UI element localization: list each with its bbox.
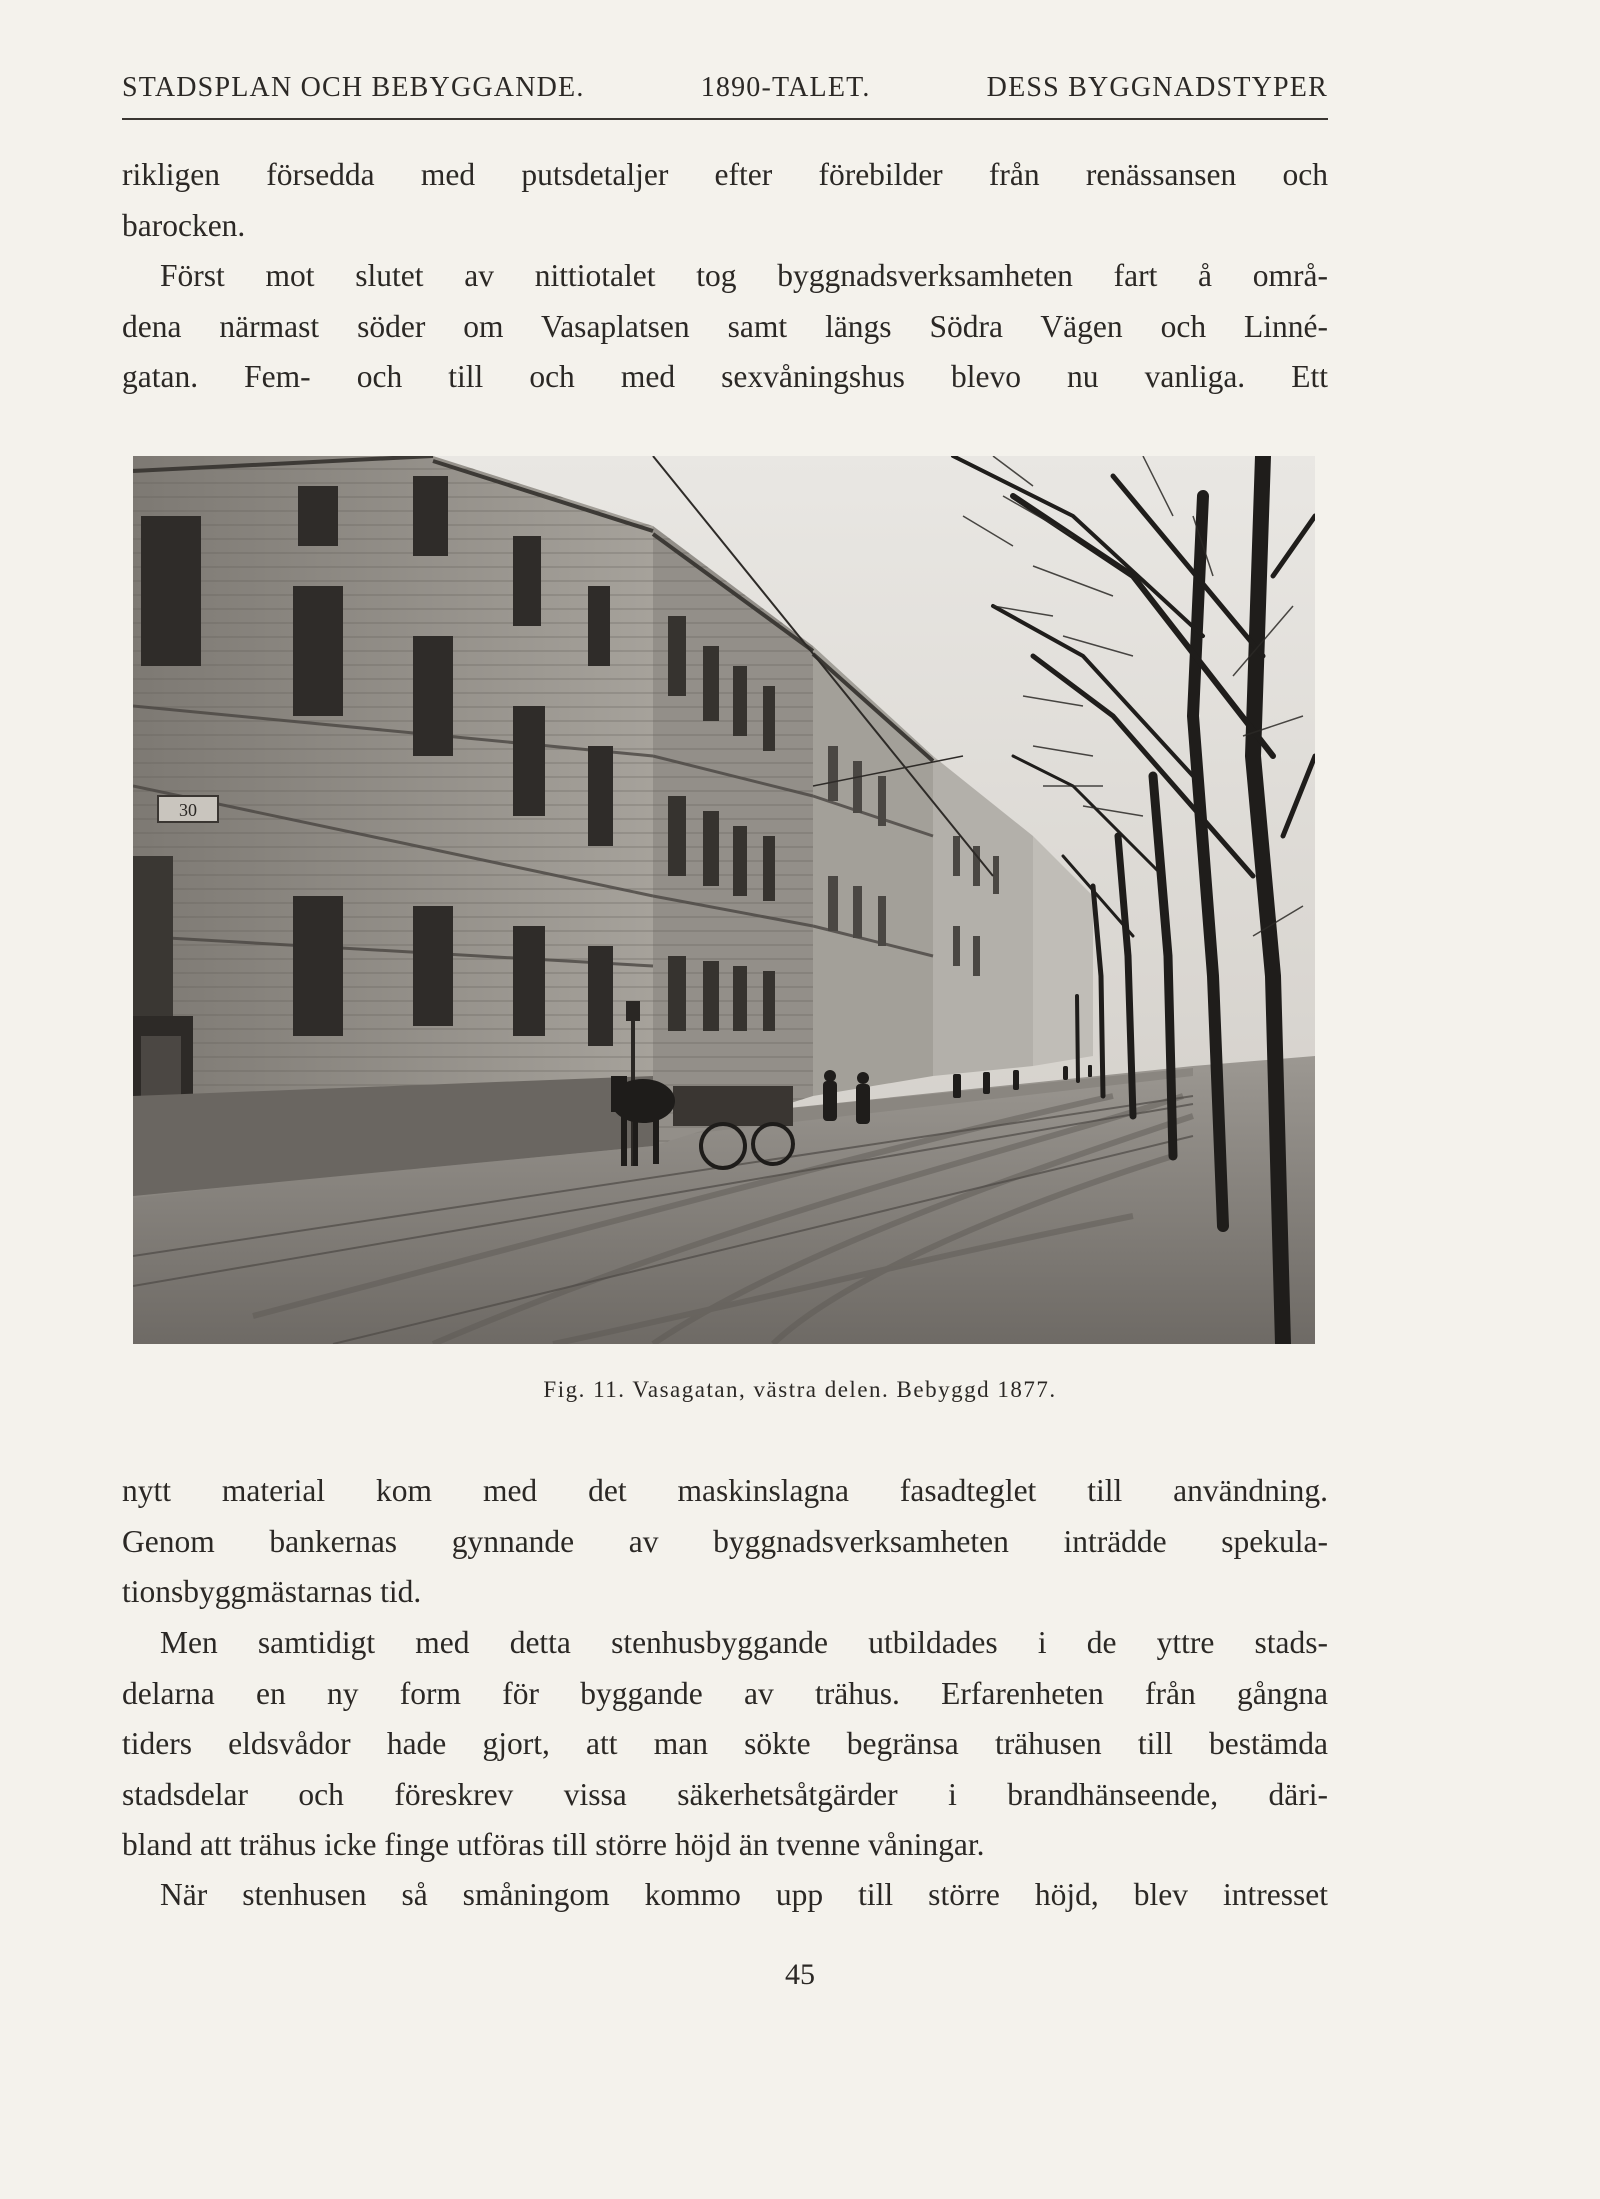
text-line: tionsbyggmästarnas tid. xyxy=(122,1574,422,1609)
text-line: rikligen försedda med putsdetaljer efter förebilder från renässansen och xyxy=(122,157,1328,192)
text-line: dena närmast söder om Vasaplatsen samt längs Södra Vägen och Linné- xyxy=(122,308,1328,344)
text-line: stadsdelar och föreskrev vissa säkerhetsåtgärder i brandhänseende, däri- xyxy=(122,1776,1328,1812)
paragraph-5 xyxy=(122,1870,1328,1921)
header-rule xyxy=(122,118,1328,120)
text-line: tiders eldsvådor hade gjort, att man sökte begränsa trähusen till bestämda xyxy=(122,1726,1328,1761)
house-number-text: 30 xyxy=(179,800,197,820)
paragraph-4 xyxy=(122,1618,1328,1871)
running-head-left: STADSPLAN OCH BEBYGGANDE. xyxy=(122,72,585,103)
paragraph-2 xyxy=(122,251,1328,403)
running-head-center: 1890-TALET. xyxy=(700,72,871,103)
text-line: gatan. Fem- och till och med sexvåningshus blevo nu vanliga. Ett xyxy=(122,359,1328,394)
text-line: Genom bankernas gynnande av byggnadsverksamheten inträdde spekula- xyxy=(122,1523,1328,1559)
text-line: barocken. xyxy=(122,207,246,243)
paragraph-3 xyxy=(122,1466,1328,1618)
running-head xyxy=(122,72,1328,104)
text-line: Men samtidigt med detta stenhusbyggande utbildades i de yttre stads- xyxy=(160,1625,1328,1660)
text-line: bland att trähus icke finge utföras till större höjd än tvenne våningar. xyxy=(122,1827,985,1862)
text-line: nytt material kom med det maskinslagna fasadteglet till användning. xyxy=(122,1473,1328,1508)
paragraph-1 xyxy=(122,150,1328,251)
text-line: När stenhusen så småningom kommo upp till större höjd, blev intresset xyxy=(160,1877,1328,1912)
running-head-right: DESS BYGGNADSTYPER xyxy=(986,72,1328,103)
text-line: Först mot slutet av nittiotalet tog byggnadsverksamheten fart å områ- xyxy=(160,258,1328,293)
text-line: delarna en ny form för byggande av trähus. Erfarenheten från gångna xyxy=(122,1675,1328,1711)
street-photograph xyxy=(133,456,1315,1344)
page-number: 45 xyxy=(785,1958,815,1991)
figure-caption: Fig. 11. Vasagatan, västra delen. Bebyggd 1877. xyxy=(543,1377,1057,1402)
